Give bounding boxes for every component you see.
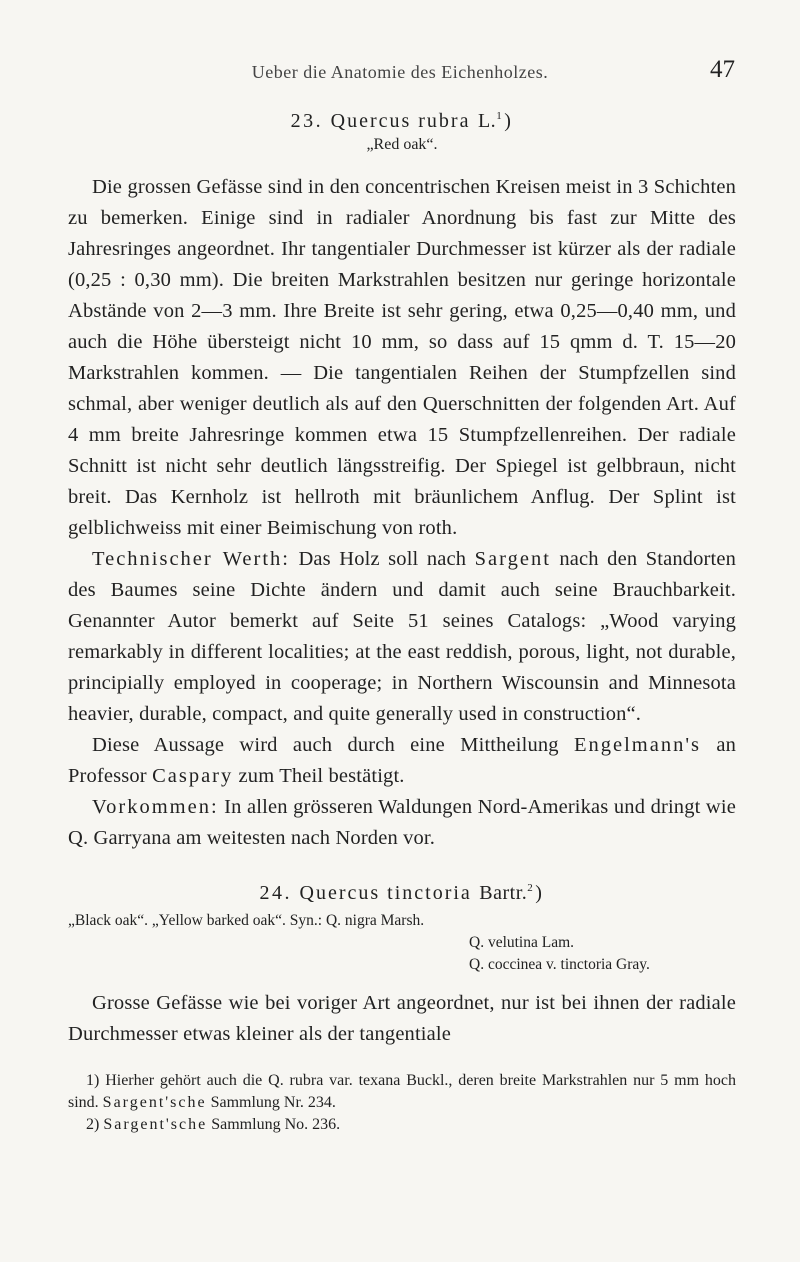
text-span: Sammlung No. 236. bbox=[211, 1116, 341, 1133]
page-header bbox=[0, 54, 800, 94]
page-number: 47 bbox=[710, 56, 735, 83]
text-span: an Professor bbox=[68, 734, 736, 787]
paragraph-technical-value bbox=[68, 544, 736, 730]
paragraph-anatomy: Die grossen Gefässe sind in den concentrischen Kreisen meist in 3 Schichten zu bemerken. Einige sind in radialer Anordnung bis fast zur Mitte des Jahresringes angeordnet. Ihr tangentialer Durchmesser ist kürzer als der radiale (0,25 : 0,30 mm). Die breiten Markstrahlen besitzen nur geringe horizontale Abstände von 2—3 mm. Ihre Breite ist sehr gering, etwa 0,25—0,40 mm, und auch die Höhe übersteigt nicht 10 mm, so dass auf 15 qmm d. T. 15—20 Markstrahlen kommen. — Die tangentialen Reihen der Stumpfzellen sind schmal, aber weniger deutlich als auf den Querschnitten der folgenden Art. Auf 4 mm breite Jahresringe kommen etwa 15 Stumpfzellenreihen. Der radiale Schnitt ist nicht sehr deutlich längsstreifig. Der Spiegel ist gelbbraun, nicht breit. Das Kernholz ist hellroth mit bräunlichem Anflug. Der Splint ist gelblichweiss mit einer Beimischung von roth. bbox=[68, 176, 736, 539]
footnote-mark: 2) bbox=[86, 1116, 100, 1133]
text-span: nach den Standorten des Baumes seine Dichte ändern und damit auch seine Brauchbarkeit. Genannter Autor bemerkt auf Seite 51 seines Catalogs: „Wood varying remarkably in different localities; at the east reddish, porous, light, not durable, principially employed in cooperage; in Northern Wiscounsin and Minnesota heavier, durable, compact, and quite generally used in construction“. bbox=[68, 548, 737, 725]
text-span: Diese Aussage wird auch durch eine Mittheilung bbox=[92, 734, 559, 756]
synonym-line: Q. velutina Lam. bbox=[469, 934, 575, 951]
footnote-ref: 2 bbox=[527, 882, 536, 894]
footnotes bbox=[68, 1070, 736, 1136]
species-author: L. bbox=[477, 110, 497, 132]
author-name-sargent: Sargent'sche bbox=[102, 1094, 207, 1111]
technical-value-label: Technischer Werth: bbox=[92, 548, 290, 570]
paragraph-confirmation bbox=[68, 730, 736, 792]
paragraph-occurrence bbox=[68, 792, 736, 854]
paragraph-anatomy-24: Grosse Gefässe wie bei voriger Art angeordnet, nur ist bei ihnen der radiale Durchmesser etwas kleiner als der tangentiale bbox=[68, 992, 736, 1045]
text-span: In allen grösseren Waldungen Nord-Amerikas und dringt wie Q. Garryana am weitesten nach Norden vor. bbox=[68, 796, 736, 849]
occurrence-label: Vorkommen: bbox=[92, 796, 219, 818]
section-title-24: 24. Quercus tinctoria Bartr.$^2$) bbox=[259, 882, 545, 904]
common-name: „Red oak“. bbox=[366, 136, 438, 153]
author-name-sargent: Sargent'sche bbox=[103, 1116, 208, 1133]
section-title-23: 23. Quercus rubra L.$^1$) bbox=[290, 110, 514, 132]
footnote-mark: 1) bbox=[86, 1072, 100, 1089]
author-name-caspary: Caspary bbox=[152, 765, 234, 787]
section-number: 23. bbox=[290, 110, 324, 132]
common-names-line: „Black oak“. „Yellow barked oak“. Syn.: Q. nigra Marsh. bbox=[68, 912, 425, 929]
synonym-block bbox=[68, 910, 736, 1002]
author-name-sargent: Sargent bbox=[474, 548, 551, 570]
page-content bbox=[68, 108, 736, 1136]
species-name: Quercus tinctoria bbox=[299, 882, 472, 904]
species-author: Bartr. bbox=[479, 882, 528, 904]
species-name: Quercus rubra bbox=[330, 110, 471, 132]
footnote-1 bbox=[68, 1070, 736, 1114]
text-span: Das Holz soll nach bbox=[298, 548, 467, 570]
text-span: Sammlung Nr. 234. bbox=[210, 1094, 336, 1111]
synonym-line: Q. coccinea v. tinctoria Gray. bbox=[469, 956, 650, 973]
running-head: Ueber die Anatomie des Eichenholzes. bbox=[251, 62, 549, 82]
footnote-ref: 1 bbox=[496, 110, 505, 122]
text-span: zum Theil bestätigt. bbox=[238, 765, 405, 787]
section-number: 24. bbox=[259, 882, 293, 904]
author-name-engelmann: Engelmann's bbox=[573, 734, 702, 756]
text-span: Hierher gehört auch die Q. rubra var. texana Buckl., deren breite Markstrahlen nur 5 mm hoch sind. bbox=[68, 1072, 737, 1111]
footnote-2 bbox=[68, 1114, 736, 1136]
